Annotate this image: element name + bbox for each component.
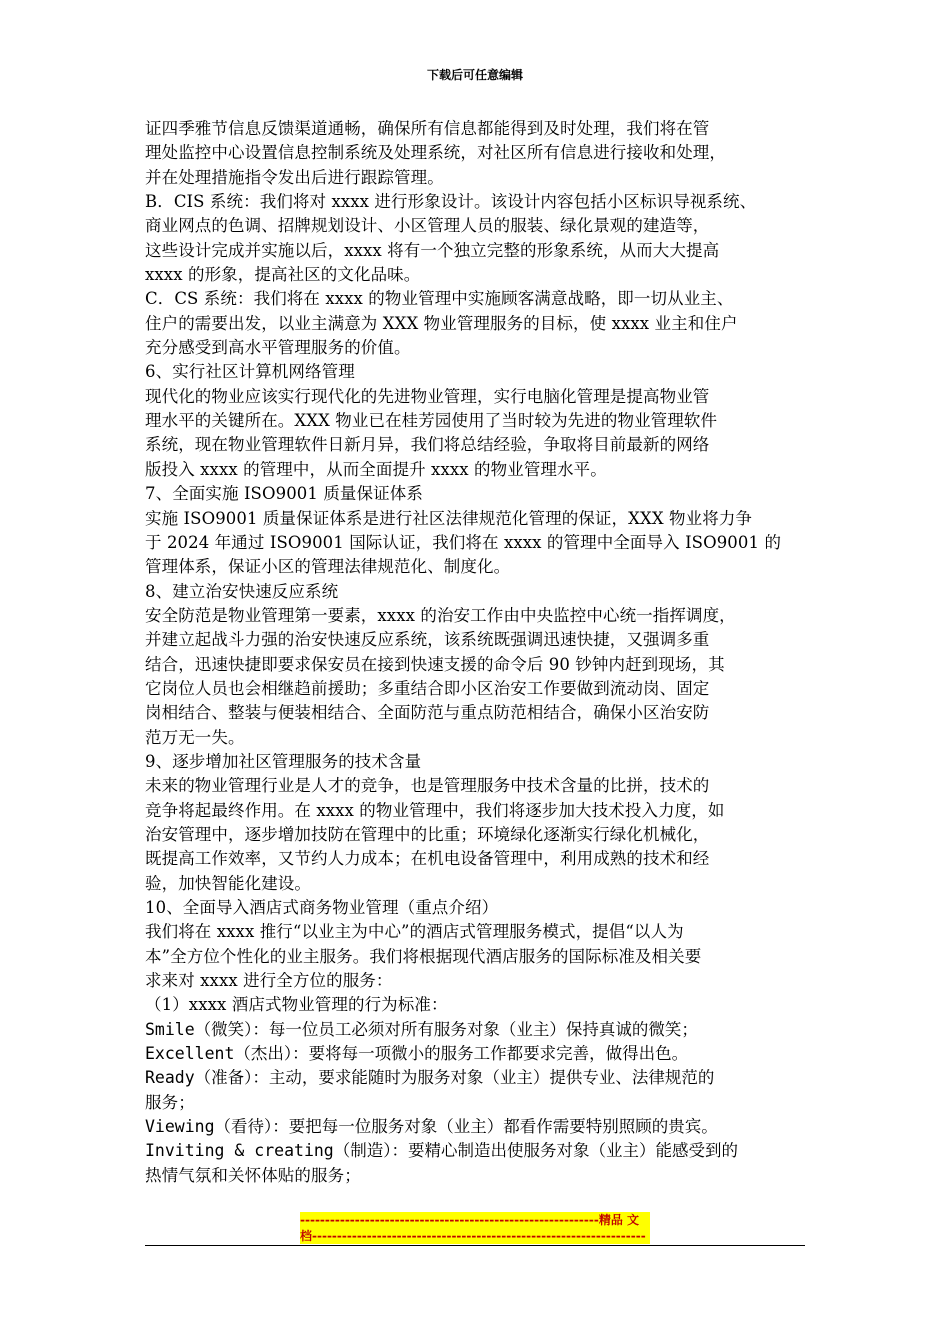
text-line: 本”全方位个性化的业主服务。我们将根据现代酒店服务的国际标准及相关要 [145,946,702,966]
text-line: 竞争将起最终作用。在 xxxx 的物业管理中，我们将逐步加大技术投入力度，如 [145,800,725,820]
text-line: 于 2024 年通过 ISO9001 国际认证，我们将在 xxxx 的管理中全面导入 ISO9001 的 [145,532,782,552]
text-line: 范万无一失。 [145,727,245,747]
text-line: 理处监控中心设置信息控制系统及处理系统，对社区所有信息进行接收和处理， [145,143,726,163]
text-line: 它岗位人员也会相继趋前援助；多重结合即小区治安工作要做到流动岗、固定 [145,678,710,698]
footer-text-line2: 档------------------------------------------------------------------- [300,1229,646,1243]
text-line: 系统，现在物业管理软件日新月异，我们将总结经验，争取将目前最新的网络 [145,435,710,455]
section-heading: 8、建立治安快速反应系统 [145,581,339,601]
text-line: 热情气氛和关怀体贴的服务； [145,1165,361,1185]
subsection-heading: （1）xxxx 酒店式物业管理的行为标准： [145,995,448,1015]
text-line: 这些设计完成并实施以后，xxxx 将有一个独立完整的形象系统，从而大大提高 [145,240,720,260]
text-line: Excellent（杰出）：要将每一项微小的服务工作都要求完善，做得出色。 [145,1044,689,1064]
section-heading: 7、全面实施 ISO9001 质量保证体系 [145,484,423,504]
text-line: 岗相结合、整装与便装相结合、全面防范与重点防范相结合，确保小区治安防 [145,703,710,723]
text-line: 并建立起战斗力强的治安快速反应系统，该系统既强调迅速快捷，又强调多重 [145,630,710,650]
text-line: 住户的需要出发，以业主满意为 XXX 物业管理服务的目标，使 xxxx 业主和住户 [145,313,738,333]
text-line: xxxx 的形象，提高社区的文化品味。 [145,265,421,285]
text-line: 管理体系，保证小区的管理法律规范化、制度化。 [145,557,511,577]
footer-divider [145,1245,805,1246]
text-line: 理水平的关键所在。XXX 物业已在桂芳园使用了当时较为先进的物业管理软件 [145,411,718,431]
text-line: Inviting & creating（制造）：要精心制造出使服务对象（业主）能感受到的 [145,1141,738,1161]
text-line: Ready（准备）：主动，要求能随时为服务对象（业主）提供专业、法律规范的 [145,1068,715,1088]
text-line: 并在处理措施指令发出后进行跟踪管理。 [145,167,444,187]
section-heading: 9、逐步增加社区管理服务的技术含量 [145,751,422,771]
footer-banner-bottom [300,1228,650,1244]
text-line: 既提高工作效率，又节约人力成本；在机电设备管理中，利用成熟的技术和经 [145,849,710,869]
text-line: 现代化的物业应该实行现代化的先进物业管理，实行电脑化管理是提高物业管 [145,386,710,406]
section-heading: 10、全面导入酒店式商务物业管理（重点介绍） [145,898,499,917]
text-line: 商业网点的色调、招牌规划设计、小区管理人员的服装、绿化景观的建造等， [145,216,710,236]
text-line: 结合，迅速快捷即要求保安员在接到快速支援的命令后 90 钞钟内赶到现场，其 [145,654,725,674]
text-line: B．CIS 系统：我们将对 xxxx 进行形象设计。该设计内容包括小区标识导视系统、 [145,192,757,212]
text-line: 治安管理中，逐步增加技防在管理中的比重；环境绿化逐渐实行绿化机械化， [145,824,710,844]
text-line: 充分感受到高水平管理服务的价值。 [145,338,411,358]
text-line: 版投入 xxxx 的管理中，从而全面提升 xxxx 的物业管理水平。 [145,459,607,479]
text-line: 我们将在 xxxx 推行“以业主为中心”的酒店式管理服务模式，提倡“以人为 [145,922,684,942]
text-line: Viewing（看待）：要把每一位服务对象（业主）都看作需要特别照顾的贵宾。 [145,1117,718,1137]
page-header: 下载后可任意编辑 [426,68,523,82]
text-line: 求来对 xxxx 进行全方位的服务： [145,971,393,991]
text-line: C．CS 系统：我们将在 xxxx 的物业管理中实施顾客满意战略，即一切从业主、 [145,289,734,309]
document-body [145,117,825,1188]
text-line: 服务； [145,1092,195,1112]
text-line: 证四季雅节信息反馈渠道通畅，确保所有信息都能得到及时处理，我们将在管 [145,119,710,138]
footer-banner-top [300,1212,650,1228]
text-line: 验，加快智能化建设。 [145,873,311,893]
text-line: 安全防范是物业管理第一要素，xxxx 的治安工作由中央监控中心统一指挥调度， [145,605,736,625]
text-line: 实施 ISO9001 质量保证体系是进行社区法律规范化管理的保证，XXX 物业将力争 [145,508,753,528]
text-line: Smile（微笑）：每一位员工必须对所有服务对象（业主）保持真诚的微笑； [145,1019,698,1039]
text-line: 未来的物业管理行业是人才的竞争，也是管理服务中技术含量的比拼，技术的 [145,776,710,796]
footer-text-line1: ------------------------------------------------------------精品 文 [300,1213,640,1227]
section-heading: 6、实行社区计算机网络管理 [145,362,355,382]
